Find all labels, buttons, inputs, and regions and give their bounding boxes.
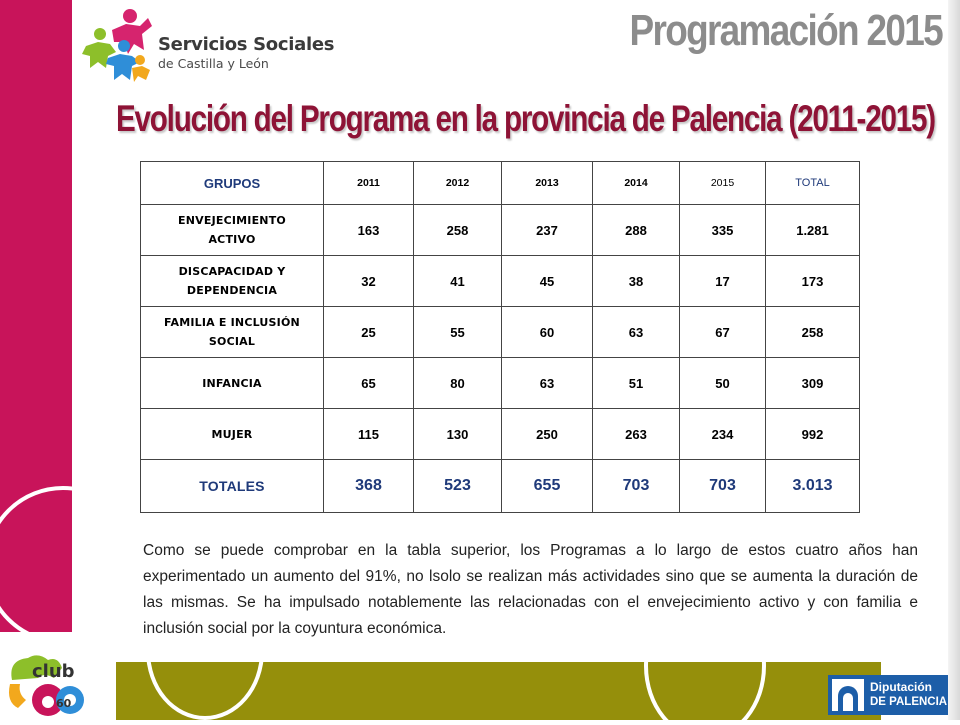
table-cell: 263 [593, 409, 680, 460]
table-cell: 130 [414, 409, 502, 460]
row-label-line2: SOCIAL [208, 335, 256, 348]
row-label: INFANCIA [141, 358, 324, 409]
right-edge-shadow [948, 0, 960, 720]
table-cell: 51 [593, 358, 680, 409]
logo-name: Servicios Sociales [158, 34, 335, 55]
table-header-row [141, 162, 860, 205]
table-cell: 67 [680, 307, 766, 358]
program-evolution-table [140, 161, 860, 513]
table-cell-total: 992 [766, 409, 860, 460]
totals-label: TOTALES [141, 460, 324, 513]
table-cell-total: 309 [766, 358, 860, 409]
row-label-line2: DEPENDENCIA [186, 284, 278, 297]
table-cell-total: 1.281 [766, 205, 860, 256]
club-60-logo [4, 650, 90, 720]
table-cell-total: 258 [766, 307, 860, 358]
row-label-line1: FAMILIA E INCLUSIÓN [164, 316, 300, 329]
header-cell-groups: GRUPOS [141, 162, 324, 205]
summary-paragraph: Como se puede comprobar en la tabla superior, los Programas a lo largo de estos cuatro años han experimentado un aumento del 91%, no lsolo se realizan más actividades sino que se aumenta la duración de las mismas. Se ha impulsado notablemente las relacionadas con el envejecimiento activo y con familia e inclusión social por la coyuntura económica. [143, 542, 918, 637]
totals-cell: 523 [414, 460, 502, 513]
totals-cell: 703 [680, 460, 766, 513]
club-number: 60 [56, 697, 72, 710]
row-label-line2: ACTIVO [208, 233, 256, 246]
row-label [141, 205, 324, 256]
row-label [141, 307, 324, 358]
diputacion-palencia-logo [828, 675, 948, 715]
club-word: club [32, 661, 75, 682]
table-cell: 63 [593, 307, 680, 358]
header-cell-2012: 2012 [414, 162, 502, 205]
table-cell: 258 [414, 205, 502, 256]
table-cell: 50 [680, 358, 766, 409]
diputacion-line1: Diputación [870, 680, 932, 694]
table-cell: 250 [502, 409, 593, 460]
table-cell: 80 [414, 358, 502, 409]
totals-cell: 655 [502, 460, 593, 513]
header-cell-2014: 2014 [593, 162, 680, 205]
table-cell: 60 [502, 307, 593, 358]
table-cell: 65 [324, 358, 414, 409]
table-cell: 288 [593, 205, 680, 256]
table-cell: 38 [593, 256, 680, 307]
table-row [141, 205, 860, 256]
table-cell: 63 [502, 358, 593, 409]
header-cell-2015: 2015 [680, 162, 766, 205]
table-row [141, 307, 860, 358]
header-cell-2013: 2013 [502, 162, 593, 205]
table-cell: 17 [680, 256, 766, 307]
totals-cell-grand-total: 3.013 [766, 460, 860, 513]
table-cell: 45 [502, 256, 593, 307]
decorative-arc-left [146, 662, 264, 720]
totals-row [141, 460, 860, 513]
header-cell-total: TOTAL [766, 162, 860, 205]
table-cell: 55 [414, 307, 502, 358]
table-cell: 32 [324, 256, 414, 307]
servicios-sociales-logo [78, 4, 335, 86]
row-label: MUJER [141, 409, 324, 460]
table-cell: 115 [324, 409, 414, 460]
row-label-line1: ENVEJECIMIENTO [178, 214, 286, 227]
header-cell-2011: 2011 [324, 162, 414, 205]
totals-cell: 368 [324, 460, 414, 513]
row-label-line1: DISCAPACIDAD Y [178, 265, 286, 278]
table-cell: 335 [680, 205, 766, 256]
table-cell: 41 [414, 256, 502, 307]
table-cell: 234 [680, 409, 766, 460]
row-label [141, 256, 324, 307]
table-row [141, 409, 860, 460]
header-title: Programación 2015 [629, 6, 942, 55]
table-cell-total: 173 [766, 256, 860, 307]
table-cell: 25 [324, 307, 414, 358]
arch-inner [843, 693, 853, 711]
bottom-decorative-band [116, 662, 881, 720]
diputacion-line2: DE PALENCIA [870, 696, 948, 708]
totals-cell: 703 [593, 460, 680, 513]
club-60-icon [4, 650, 90, 720]
table-cell: 163 [324, 205, 414, 256]
main-title: Evolución del Programa en la provincia de Palencia (2011-2015) [116, 98, 935, 139]
left-decorative-bar [0, 0, 72, 632]
table-cell: 237 [502, 205, 593, 256]
table-row [141, 358, 860, 409]
decorative-arc-right [644, 662, 766, 720]
people-figures-icon [78, 4, 158, 86]
decorative-ring [0, 486, 72, 632]
table-row [141, 256, 860, 307]
arch-emblem-icon [832, 679, 864, 711]
logo-subtitle: de Castilla y León [158, 56, 269, 71]
